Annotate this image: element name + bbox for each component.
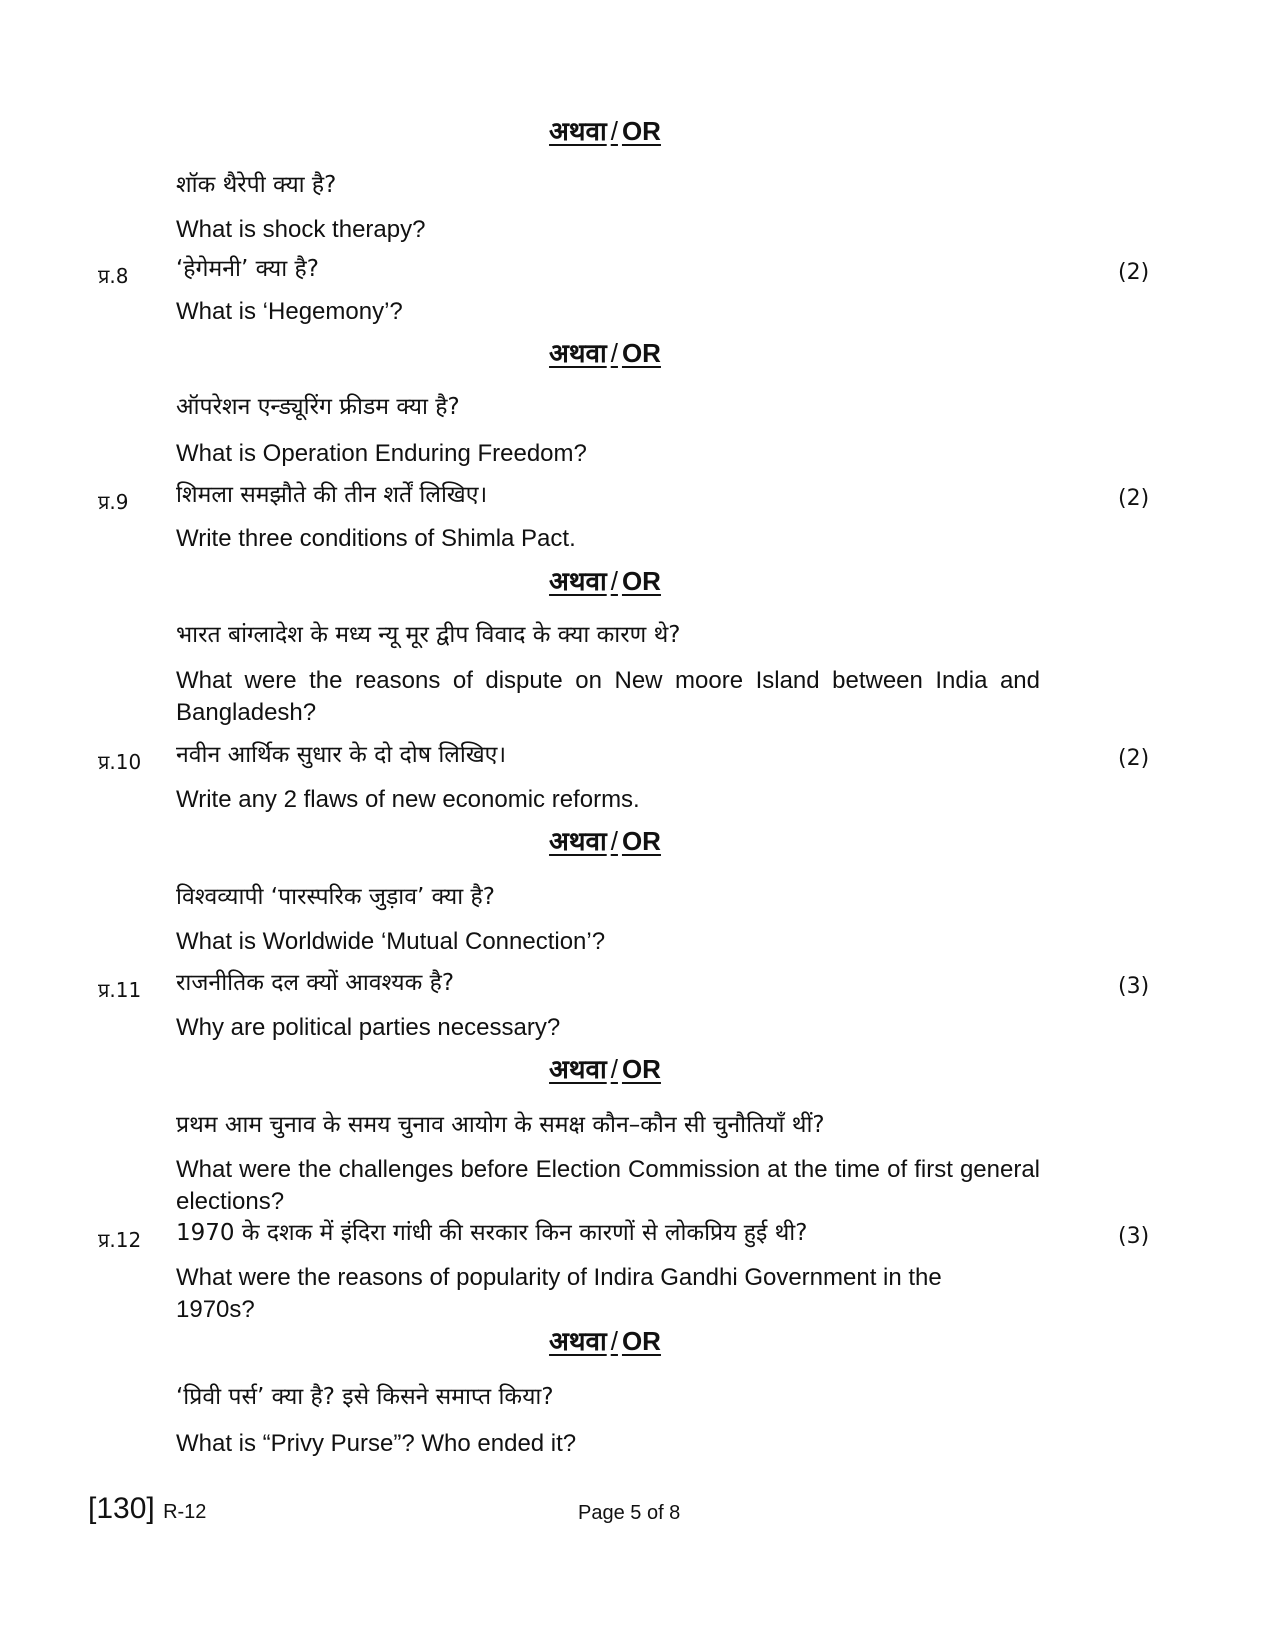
or-hindi: अथवा [549,1054,607,1084]
paper-code [88,1492,206,1526]
or-english: OR [621,566,661,596]
alternative-question-english: What were the challenges before Election Commission at the time of first general elections? [176,1156,1040,1216]
or-hindi: अथवा [549,826,607,856]
question-number: प्र.12 [98,1228,142,1252]
question-number: प्र.9 [98,490,129,514]
or-slash: / [610,338,618,368]
alternative-question-english: What were the reasons of dispute on New moore Island between India and Bangladesh? [176,667,1040,727]
or-divider [0,562,1210,598]
or-slash: / [610,566,618,596]
question-english: What were the reasons of popularity of Indira Gandhi Government in the 1970s? [176,1264,942,1324]
shock-therapy-hindi: शॉक थैरेपी क्या है? [176,172,337,198]
or-divider [0,1322,1210,1358]
question-marks: (3) [1118,1224,1150,1249]
or-hindi: अथवा [549,338,607,368]
shock-therapy-english: What is shock therapy? [176,216,426,243]
alternative-question-hindi: ऑपरेशन एन्ड्यूरिंग फ्रीडम क्या है? [176,394,460,420]
or-english: OR [621,338,661,368]
alternative-question-english: What is “Privy Purse”? Who ended it? [176,1430,577,1457]
or-slash: / [610,1326,618,1356]
question-marks: (3) [1118,974,1150,999]
or-hindi: अथवा [549,1326,607,1356]
or-english: OR [621,826,661,856]
or-english: OR [621,1054,661,1084]
alternative-question-hindi: भारत बांग्लादेश के मध्य न्यू मूर द्वीप विवाद के क्या कारण थे? [176,622,681,648]
or-slash: / [610,116,618,146]
question-hindi: शिमला समझौते की तीन शर्तें लिखिए। [176,482,488,508]
paper-code-series: R-12 [163,1501,207,1523]
question-english: What is ‘Hegemony’? [176,298,403,325]
or-slash: / [610,1054,618,1084]
alternative-question-english: What is Worldwide ‘Mutual Connection’? [176,928,606,955]
paper-code-number: [130] [88,1492,155,1525]
question-hindi: राजनीतिक दल क्यों आवश्यक है? [176,970,455,996]
or-slash: / [610,826,618,856]
or-english: OR [621,1326,661,1356]
question-marks: (2) [1118,746,1150,771]
alternative-question-hindi: विश्वव्यापी ‘पारस्परिक जुड़ाव’ क्या है? [176,884,495,910]
question-english: Write three conditions of Shimla Pact. [176,525,576,552]
or-hindi: अथवा [549,566,607,596]
or-english: OR [621,116,661,146]
alternative-question-hindi: ‘प्रिवी पर्स’ क्या है? इसे किसने समाप्त किया? [176,1384,554,1410]
question-english: Why are political parties necessary? [176,1014,561,1041]
question-number: प्र.8 [98,264,129,288]
question-marks: (2) [1118,260,1150,285]
question-hindi: नवीन आर्थिक सुधार के दो दोष लिखिए। [176,742,507,768]
question-hindi: 1970 के दशक में इंदिरा गांधी की सरकार किन कारणों से लोकप्रिय हुई थी? [176,1220,808,1246]
alternative-question-hindi: प्रथम आम चुनाव के समय चुनाव आयोग के समक्ष कौन–कौन सी चुनौतियाँ थीं? [176,1112,825,1138]
or-divider [0,334,1210,370]
page-number: Page 5 of 8 [578,1502,681,1524]
question-english: Write any 2 flaws of new economic reforms. [176,786,640,813]
question-hindi: ‘हेगेमनी’ क्या है? [176,256,319,282]
or-divider [0,822,1210,858]
question-number: प्र.11 [98,978,142,1002]
alternative-question-english: What is Operation Enduring Freedom? [176,440,587,467]
or-divider [0,1050,1210,1086]
or-divider [0,112,1210,148]
or-hindi: अथवा [549,116,607,146]
question-marks: (2) [1118,486,1150,511]
question-number: प्र.10 [98,750,142,774]
